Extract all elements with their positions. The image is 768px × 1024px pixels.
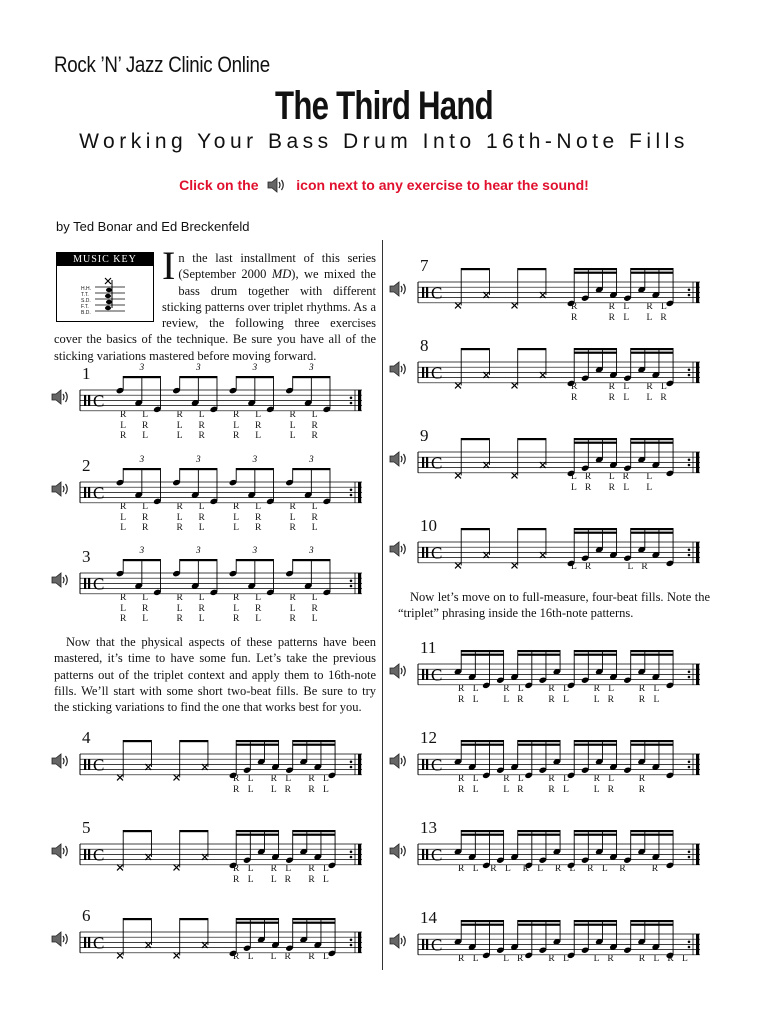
- sticking-column: R L R: [176, 502, 183, 533]
- music-key: [56, 252, 154, 322]
- time-signature: C: [431, 543, 443, 563]
- sticking-group: R L L R: [593, 684, 615, 705]
- svg-text:3: 3: [139, 454, 145, 464]
- sticking-group: R L: [233, 952, 254, 962]
- drop-cap: I: [162, 243, 176, 288]
- sticking-column: L R R: [198, 410, 205, 441]
- sticking-group: R L: [458, 864, 479, 874]
- key-label-ft: F.T.: [81, 304, 89, 310]
- sticking-group: R L: [587, 864, 608, 874]
- sticking-group: R L: [458, 954, 479, 964]
- sticking-group: R L L R: [270, 774, 292, 795]
- exercise-number: 1: [82, 364, 91, 383]
- sticking-column: R L R: [120, 410, 127, 441]
- page-subtitle: Working Your Bass Drum Into 16th-Note Fills: [79, 130, 689, 153]
- sticking-group: R L: [554, 864, 576, 874]
- exercise-number: 5: [82, 818, 91, 837]
- speaker-icon[interactable]: [388, 360, 410, 383]
- sticking-column: L R R: [311, 410, 318, 441]
- svg-text:3: 3: [139, 362, 145, 372]
- speaker-icon[interactable]: [50, 571, 72, 594]
- speaker-icon[interactable]: [388, 280, 410, 303]
- time-signature: C: [431, 665, 443, 685]
- sticking-group: L R R L: [608, 472, 630, 493]
- time-signature: C: [93, 845, 105, 865]
- column-divider: [382, 240, 383, 970]
- sticking-column: R L R: [289, 593, 296, 624]
- time-signature: C: [431, 935, 443, 955]
- speaker-icon[interactable]: [50, 842, 72, 865]
- intro-text-2: ), we mixed the bass drum together with different sticking patterns over triplet rhythms. As a review, the following three exercises cover the basics of the technique. Be sure you have all of the sticking variations mastered before moving forward.: [54, 267, 376, 363]
- svg-text:3: 3: [309, 362, 314, 372]
- sticking-group: L R: [627, 562, 648, 572]
- speaker-icon[interactable]: [50, 752, 72, 775]
- speaker-icon[interactable]: [388, 932, 410, 955]
- sticking-group: R L R L: [308, 774, 329, 795]
- sticking-column: R L R: [176, 593, 183, 624]
- sticking-group: R L L R: [503, 774, 524, 795]
- sticking-group: R L L R: [646, 382, 667, 403]
- exercise-number: 10: [420, 516, 437, 535]
- sticking-column: L R L: [142, 593, 149, 624]
- speaker-icon[interactable]: [50, 388, 72, 411]
- sticking-column: L R L: [311, 593, 318, 624]
- sticking-group: R R: [638, 774, 646, 795]
- sticking-group: L R: [503, 954, 524, 964]
- speaker-icon[interactable]: [388, 450, 410, 473]
- time-signature: C: [93, 391, 105, 411]
- sticking-column: L R L: [198, 502, 205, 533]
- exercise-number: 8: [420, 336, 429, 355]
- intro-italic: MD: [271, 267, 292, 282]
- sticking-group: R L L R: [270, 864, 292, 885]
- svg-text:3: 3: [309, 454, 314, 464]
- exercise-number: 6: [82, 906, 91, 925]
- series-title: Rock ’N’ Jazz Clinic Online: [54, 52, 270, 77]
- sticking-group: L L: [646, 472, 653, 493]
- sticking-group: R L R L: [458, 684, 479, 705]
- sticking-group: R L L R: [593, 774, 615, 795]
- exercise-number: 14: [420, 908, 437, 927]
- sticking-group: R L R L: [233, 774, 254, 795]
- speaker-icon: [266, 176, 288, 197]
- sticking-group: R L R L: [548, 774, 569, 795]
- svg-text:3: 3: [196, 545, 201, 555]
- sticking-group: R L: [308, 952, 329, 962]
- sticking-group: R R: [571, 382, 578, 403]
- page-title: The Third Hand: [275, 84, 493, 128]
- speaker-icon[interactable]: [50, 480, 72, 503]
- drum-staff: [418, 428, 708, 488]
- key-label-sd: S.D.: [81, 298, 91, 304]
- key-label-tt: T.T.: [81, 292, 89, 298]
- speaker-icon[interactable]: [388, 540, 410, 563]
- sticking-group: R L R L: [233, 864, 254, 885]
- svg-text:3: 3: [196, 454, 201, 464]
- exercise-number: 9: [420, 426, 429, 445]
- sticking-column: R L L: [120, 502, 127, 533]
- time-signature: C: [431, 363, 443, 383]
- byline: by Ted Bonar and Ed Breckenfeld: [56, 219, 250, 234]
- sticking-column: R L R: [233, 410, 240, 441]
- speaker-icon[interactable]: [388, 752, 410, 775]
- sticking-column: L R L: [255, 410, 262, 441]
- sticking-group: L R: [593, 954, 614, 964]
- exercise-number: 3: [82, 547, 91, 566]
- paragraph-four-beat-fills: Now let’s move on to full-measure, four-beat fills. Note the “triplet” phrasing inside the 16th-note patterns.: [398, 590, 710, 621]
- time-signature: C: [93, 933, 105, 953]
- key-label-bd: B.D.: [81, 310, 91, 316]
- sticking-column: L R L: [255, 593, 262, 624]
- time-signature: C: [431, 283, 443, 303]
- sticking-column: R L L: [176, 410, 183, 441]
- exercise-number: 11: [420, 638, 437, 657]
- sticking-group: R R: [571, 302, 578, 323]
- key-label-hh: H.H.: [81, 286, 91, 292]
- sticking-column: L R L: [198, 593, 205, 624]
- time-signature: C: [93, 755, 105, 775]
- time-signature: C: [431, 755, 443, 775]
- sticking-group: R L L R: [646, 302, 667, 323]
- sticking-group: R L R L: [638, 684, 660, 705]
- sticking-column: R L R: [120, 593, 127, 624]
- sticking-column: L R L: [311, 502, 318, 533]
- sticking-column: R L L: [233, 502, 240, 533]
- exercise-number: 12: [420, 728, 437, 747]
- svg-text:3: 3: [139, 545, 145, 555]
- key-staff-graphic: [95, 275, 135, 319]
- sticking-group: R L R L: [608, 302, 630, 323]
- sticking-group: R L: [522, 864, 544, 874]
- sticking-group: R L R L: [458, 774, 479, 795]
- sticking-group: R L R L: [548, 684, 569, 705]
- sticking-group: R L L R: [503, 684, 524, 705]
- sticking-column: L R L: [142, 410, 149, 441]
- sticking-column: L R R: [142, 502, 149, 533]
- instruction-after: icon next to any exercise to hear the sound!: [296, 177, 589, 194]
- instruction-before: Click on the: [179, 177, 259, 194]
- exercise-number: 13: [420, 818, 437, 837]
- speaker-icon[interactable]: [50, 930, 72, 953]
- svg-text:3: 3: [252, 454, 258, 464]
- sticking-group: R L R L: [308, 864, 329, 885]
- paragraph-two-beat-fills: Now that the physical aspects of these patterns have been mastered, it’s time to have some fun. Let’s take the previous patterns out of the triplet context and apply them to 16th-note fills. We’ll start with some short two-beat fills. Be sure to try the sticking variations to find the one that works best for you.: [54, 635, 376, 715]
- sticking-column: R L R: [289, 502, 296, 533]
- sticking-column: R L L: [289, 410, 296, 441]
- sticking-group: R: [651, 864, 659, 874]
- time-signature: C: [431, 453, 443, 473]
- exercise-number: 4: [82, 728, 91, 747]
- sticking-group: L R L R: [571, 472, 592, 493]
- sticking-group: R L: [548, 954, 569, 964]
- time-signature: C: [431, 845, 443, 865]
- instruction-line: [0, 176, 768, 197]
- time-signature: C: [93, 483, 105, 503]
- drum-staff: [418, 518, 708, 578]
- svg-text:3: 3: [252, 545, 258, 555]
- sticking-group: L R: [571, 562, 592, 572]
- intro-text-1: n the last installment of this series (September 2000: [178, 251, 376, 282]
- exercise-number: 7: [420, 256, 429, 275]
- music-key-title: MUSIC KEY: [57, 253, 153, 266]
- svg-text:3: 3: [196, 362, 201, 372]
- exercise-number: 2: [82, 456, 91, 475]
- svg-text:3: 3: [252, 362, 258, 372]
- sticking-column: R L R: [233, 593, 240, 624]
- speaker-icon[interactable]: [388, 842, 410, 865]
- sticking-group: R L: [490, 864, 511, 874]
- sticking-group: R L R L: [638, 954, 688, 964]
- sticking-column: L R R: [255, 502, 262, 533]
- sticking-group: L R: [270, 952, 291, 962]
- time-signature: C: [93, 574, 105, 594]
- svg-text:3: 3: [309, 545, 314, 555]
- sticking-group: R L R L: [608, 382, 630, 403]
- speaker-icon[interactable]: [388, 662, 410, 685]
- sticking-group: R: [619, 864, 626, 874]
